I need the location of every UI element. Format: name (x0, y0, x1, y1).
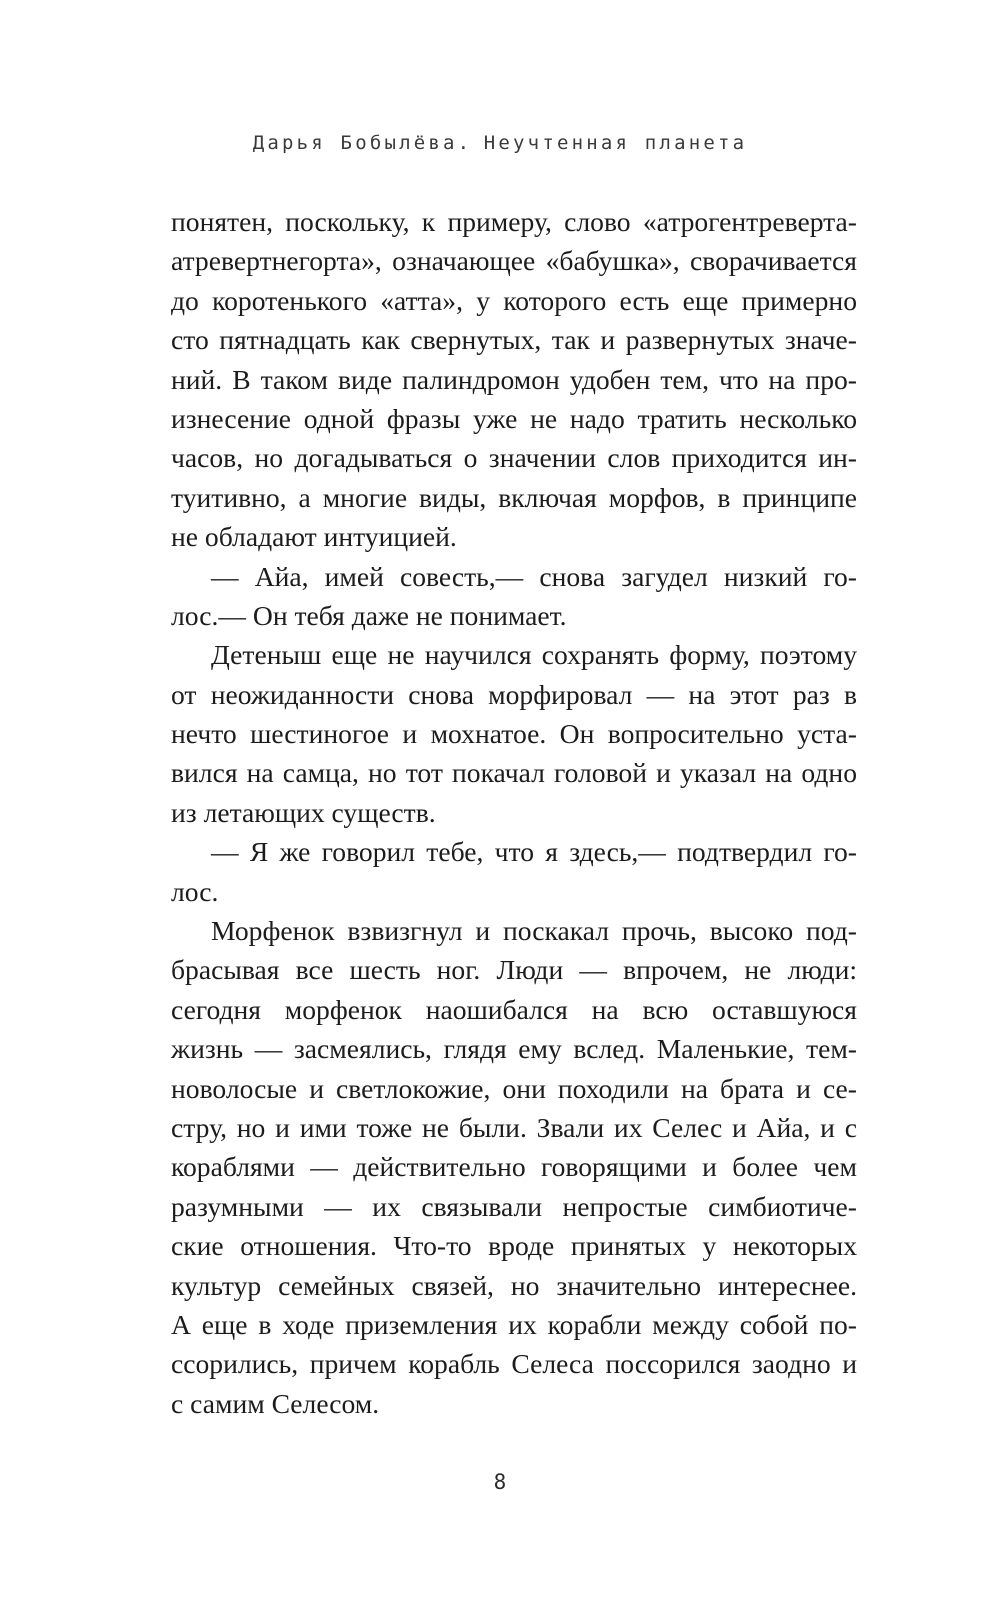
running-head-author: Дарья Бобылёва. (252, 132, 473, 154)
text-line: изнесение одной фразы уже не надо тратить несколько (171, 402, 857, 434)
text-line: культур семейных связей, но значительно интереснее. (171, 1269, 857, 1301)
text-line: сегодня морфенок наошибался на всю оставшуюся (171, 993, 857, 1025)
text-line: брасывая все шесть ног. Люди — впрочем, не люди: (171, 954, 857, 986)
text-line: Детеныш еще не научился сохранять форму, поэтому (211, 639, 857, 671)
text-line: от неожиданности снова морфировал — на этот раз в (171, 678, 857, 710)
text-line: А еще в ходе приземления их корабли между собой по- (171, 1308, 857, 1340)
text-line: сто пятнадцать как свернутых, так и развернутых значе- (171, 324, 857, 356)
running-head (0, 132, 1000, 154)
text-line: Морфенок взвизгнул и поскакал прочь, высоко под- (211, 915, 857, 947)
text-line: лос.— Он тебя даже не понимает. (171, 599, 567, 631)
text-line: до коротенького «атта», у которого есть еще примерно (171, 284, 857, 316)
text-line: атревертнегорта», означающее «бабушка», сворачивается (171, 245, 857, 277)
text-line: ские отношения. Что-то вроде принятых у некоторых (171, 1230, 857, 1262)
text-line: разумными — их связывали непростые симбиотиче- (171, 1190, 857, 1222)
text-line: понятен, поскольку, к примеру, слово «атрогентреверта- (171, 206, 857, 237)
text-line: из летающих существ. (171, 796, 436, 828)
text-line: лос. (171, 875, 219, 907)
text-line: стру, но и ими тоже не были. Звали их Селес и Айа, и с (171, 1111, 857, 1143)
text-line: часов, но догадываться о значении слов приходится ин- (171, 442, 857, 474)
text-line: вился на самца, но тот покачал головой и указал на одно (171, 757, 857, 789)
running-head-title: Неучтенная планета (483, 132, 748, 154)
text-line: жизнь — засмеялись, глядя ему вслед. Маленькие, тем- (171, 1033, 857, 1065)
text-line: ссорились, причем корабль Селеса поссорился заодно и (171, 1348, 857, 1380)
text-line: нечто шестиногое и мохнатое. Он вопросительно уста- (171, 718, 857, 750)
page-number: 8 (493, 1470, 507, 1494)
text-line: новолосые и светлокожие, они походили на брата и се- (171, 1072, 857, 1104)
text-line: ний. В таком виде палиндромон удобен тем, что на про- (171, 363, 857, 395)
text-line: — Я же говорил тебе, что я здесь,— подтвердил го- (211, 836, 857, 868)
text-line: с самим Селесом. (171, 1387, 380, 1419)
text-line: кораблями — действительно говорящими и более чем (171, 1151, 857, 1183)
text-line: туитивно, а многие виды, включая морфов, в принципе (171, 481, 857, 513)
text-line: — Айа, имей совесть,— снова загудел низкий го- (211, 560, 857, 592)
body-text (171, 202, 857, 1423)
text-line: не обладают интуицией. (171, 521, 457, 553)
